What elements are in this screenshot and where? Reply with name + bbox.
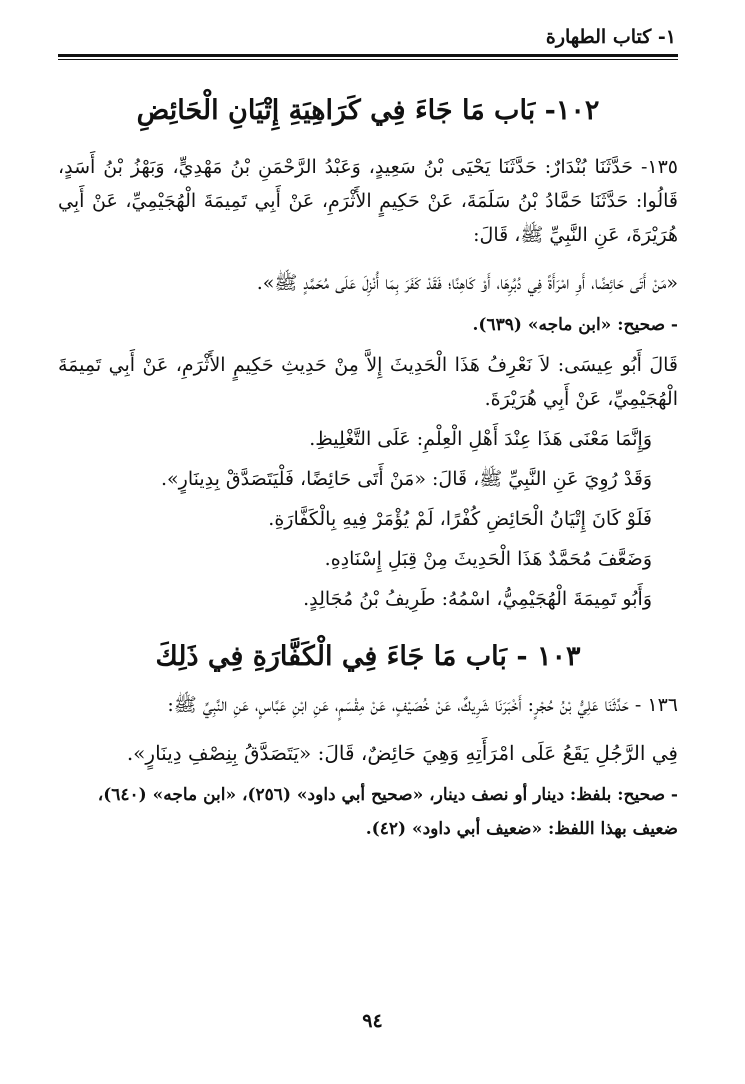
commentary-lines (58, 422, 678, 616)
commentary-line: وَضَعَّفَ مُحَمَّدٌ هَذَا الْحَدِيثَ مِنْ قِبَلِ إِسْنَادِهِ. (324, 548, 652, 570)
chapter-103-title: ١٠٣ - بَاب مَا جَاءَ فِي الْكَفَّارَةِ فِي ذَلِكَ (155, 641, 581, 672)
running-header: ١- كتاب الطهارة (545, 26, 676, 48)
header-rule-thick (58, 54, 678, 57)
commentary-line: وَقَدْ رُوِيَ عَنِ النَّبِيِّ ﷺ، قَالَ: «مَنْ أَتَى حَائِضًا، فَلْيَتَصَدَّقْ بِدِينَارٍ». (160, 468, 652, 490)
hadith-136-matn: فِي الرَّجُلِ يَقَعُ عَلَى امْرَأَتِهِ وَهِيَ حَائِضٌ، قَالَ: «يَتَصَدَّقُ بِنِصْفِ دِينَارٍ». (126, 741, 678, 765)
hadith-136-grade: - صحيح: بلفظ: دينار أو نصف دينار، «صحيح أبي داود» (٢٥٦)، «ابن ماجه» (٦٤٠)، ضعيف بهذا اللفظ: «ضعيف أبي داود» (٤٢). (97, 785, 678, 839)
hadith-135-matn: «مَنْ أَتَى حَائِضًا، أَوِ امْرَأَةً فِي دُبُرِهَا، أَوْ كَاهِنًا؛ فَقَدْ كَفَرَ بِمَا أُنْزِلَ عَلَى مُحَمَّدٍ ﷺ». (256, 272, 678, 294)
hadith-135-isnad: ١٣٥- حَدَّثَنَا بُنْدَارٌ: حَدَّثَنَا يَحْيَى بْنُ سَعِيدٍ، وَعَبْدُ الرَّحْمَنِ بْنُ مَهْدِيٍّ، وَبَهْزُ بْنُ أَسَدٍ، قَالُوا: حَدَّثَنَا حَمَّادُ بْنُ سَلَمَةَ، عَنْ حَكِيمٍ الأَثْرَمِ، عَنْ أَبِي تَمِيمَةَ الْهُجَيْمِيِّ، عَنْ أَبِي هُرَيْرَةَ، عَنِ النَّبِيِّ ﷺ، قَالَ: (58, 156, 678, 246)
commentary-line: فَلَوْ كَانَ إِتْيَانُ الْحَائِضِ كُفْرًا، لَمْ يُؤْمَرْ فِيهِ بِالْكَفَّارَةِ. (268, 508, 652, 530)
hadith-136-isnad: ١٣٦ - حَدَّثَنَا عَلِيُّ بْنُ حُجْرٍ: أَخْبَرَنَا شَرِيكٌ، عَنْ خُصَيْفٍ، عَنْ مِقْسَمٍ، عَنِ ابْنِ عَبَّاسٍ، عَنِ النَّبِيِّ ﷺ: (167, 694, 678, 716)
page (58, 22, 678, 846)
commentary-line: وَإِنَّمَا مَعْنَى هَذَا عِنْدَ أَهْلِ الْعِلْمِ: عَلَى التَّغْلِيظِ. (309, 428, 652, 450)
page-number: ٩٤ (362, 1010, 383, 1032)
chapter-102-title: ١٠٢- بَاب مَا جَاءَ فِي كَرَاهِيَةِ إِتْيَانِ الْحَائِضِ (136, 95, 600, 126)
header-rule-thin (58, 59, 678, 60)
hadith-135-grade: - صحيح: «ابن ماجه» (٦٣٩). (472, 315, 678, 335)
commentary: قَالَ أَبُو عِيسَى: لاَ نَعْرِفُ هَذَا الْحَدِيثَ إِلاَّ مِنْ حَدِيثِ حَكِيمٍ الأَثْرَمِ، عَنْ أَبِي تَمِيمَةَ الْهُجَيْمِيِّ، عَنْ أَبِي هُرَيْرَةَ. (58, 354, 678, 410)
commentary-line: وَأَبُو تَمِيمَةَ الْهُجَيْمِيُّ، اسْمُهُ: طَرِيفُ بْنُ مُجَالِدٍ. (303, 588, 652, 610)
